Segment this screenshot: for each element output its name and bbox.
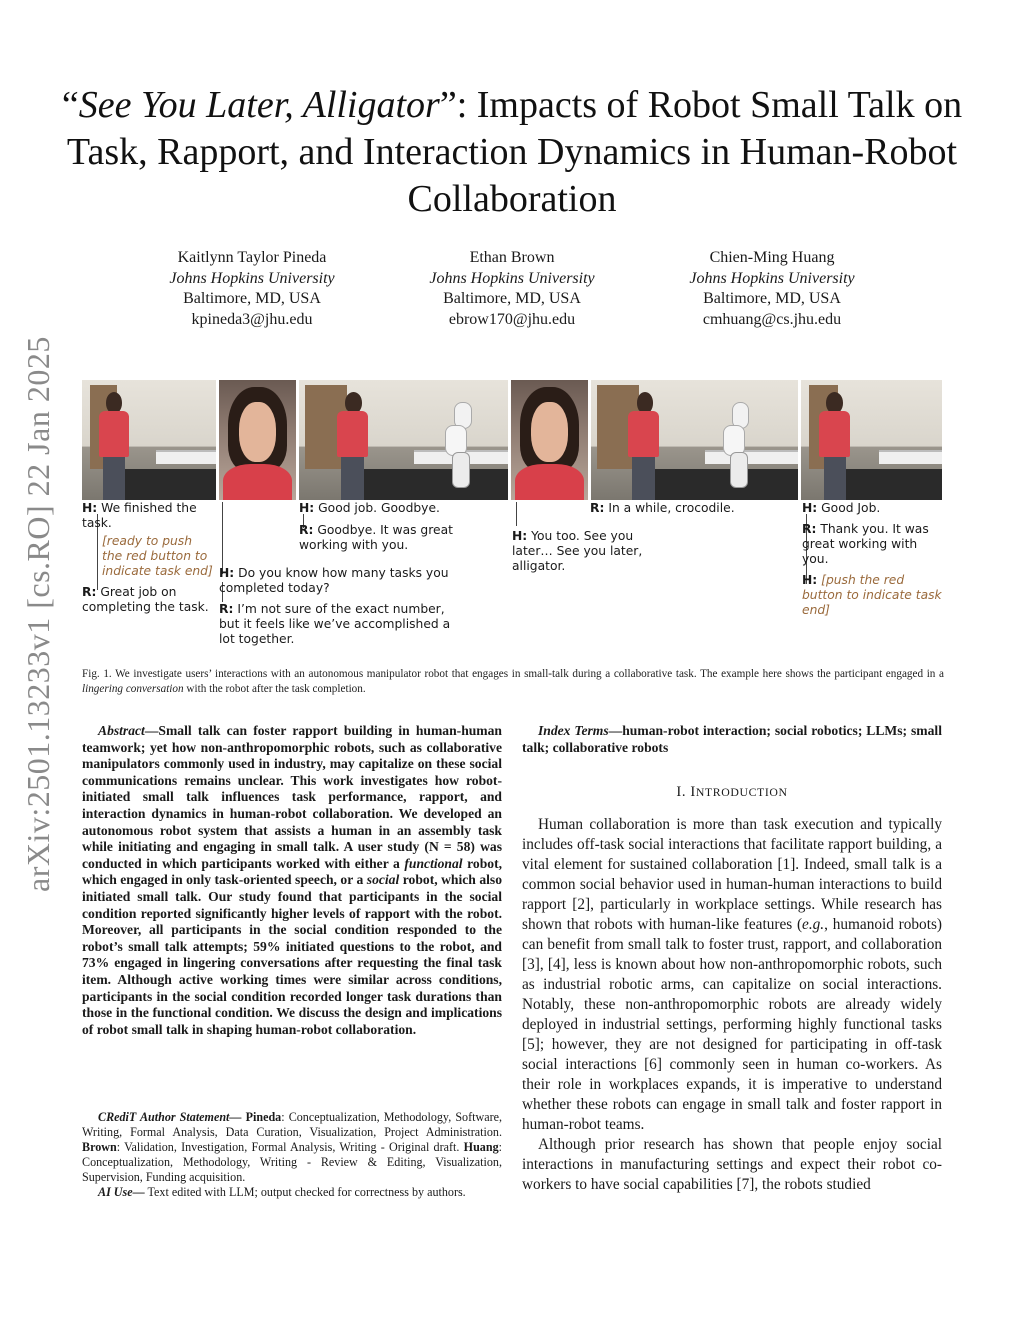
author-huang [642, 248, 902, 330]
intro-paragraph-1: Human collaboration is more than task execution and typically includes off-task social interactions that facilitate rapport building, a vital element for sustained collaboration [1]. Indeed, small talk is a common social behavior used in human-human interactions to build rapport [2], particularly in workplace settings. While research has shown that robots with human-like features (e.g., humanoid robots) can benefit from small talk to foster trust, rapport, and collaboration [3], [4], less is known about how non-anthropomorphic robots, such as industrial robotic arms, can capitalize on social interactions. Notably, these non-anthropomorphic robots are already widely deployed in industrial settings, performing highly functional tasks [5]; however, they are not designed for participating in off-task social interactions [6] commonly seen in human co-workers. As their role in workplaces expands, it is imperative to understand whether these robots can engage in small talk and foster rapport in human-robot teams. [522, 816, 942, 1134]
dialogue-connector [516, 502, 517, 526]
dialogue-5: R: In a while, crocodile. [590, 501, 735, 515]
author-email: cmhuang@cs.jhu.edu [702, 310, 842, 328]
photo-face-1 [219, 380, 296, 500]
intro-paragraph-2: Although prior research has shown that people enjoy social interactions in manufacturing settings and expect their robot co-workers to have social capabilities [7], the robots studied [522, 1136, 942, 1194]
credit-statement: CRediT Author Statement— Pineda: Conceptualization, Methodology, Software, Writing, Formal Analysis, Data Curation, Visualization, Project Administration. Brown: Validation, Investigation, Formal Analysis, Writing - Original draft. Huang: Conceptualization, Methodology, Writing - Review & Editing, Visualization, Supervision, Funding acquisition. AI Use— Text edited with LLM; output checked for correctness by authors. [82, 1110, 502, 1199]
dialogue-4: H: You too. See you later… See you later, alligator. [512, 529, 643, 573]
dialogue-2: H: Do you know how many tasks you completed today? R: I’m not sure of the exact number, but it feels like we’ve accomplished a lot together. [219, 566, 451, 646]
author-location: Baltimore, MD, USA [703, 290, 841, 307]
author-name: Chien-Ming Huang [709, 249, 835, 266]
section-heading-introduction: I. INTRODUCTION [676, 784, 788, 801]
right-column [522, 723, 942, 1195]
author-email: ebrow170@jhu.edu [448, 310, 576, 328]
dialogue-3: H: Good job. Goodbye. R: Goodbye. It was great working with you. [299, 501, 453, 552]
author-email: kpineda3@jhu.edu [191, 310, 313, 328]
dialogue-1: H: We finished the task. [ready to push the red button to indicate task end] R: Great job on completing the task. [82, 501, 213, 614]
left-column [82, 723, 502, 1038]
photo-lab-robot-1 [299, 380, 508, 500]
photo-lab-2 [801, 380, 942, 500]
paper-title: “See You Later, Alligator”: Impacts of Robot Small Talk on Task, Rapport, and Interaction Dynamics in Human-Robot Collaboration [61, 84, 963, 220]
author-pineda [122, 248, 382, 330]
index-terms: Index Terms—human-robot interaction; social robotics; LLMs; small talk; collaborative robots [522, 723, 942, 755]
author-affiliation: Johns Hopkins University [429, 269, 595, 287]
author-name: Ethan Brown [469, 249, 555, 266]
author-affiliation: Johns Hopkins University [689, 269, 855, 287]
photo-lab-robot-2 [591, 380, 798, 500]
figure-caption: Fig. 1. We investigate users’ interactions with an autonomous manipulator robot that engages in small-talk during a collaborative task. The example here shows the participant engaged in a lingering conversation with the robot after the task completion. [82, 668, 944, 695]
dialogue-connector [222, 502, 223, 574]
photo-lab-1 [82, 380, 216, 500]
dialogue-6: H: Good Job. R: Thank you. It was great working with you. H: [push the red button to indicate task end] [802, 501, 942, 617]
arxiv-identifier: arXiv:2501.13233v1 [cs.RO] 22 Jan 2025 [20, 336, 56, 892]
photo-face-2 [511, 380, 588, 500]
author-affiliation: Johns Hopkins University [169, 269, 335, 287]
author-location: Baltimore, MD, USA [443, 290, 581, 307]
figure-photo-strip [82, 380, 942, 500]
author-name: Kaitlynn Taylor Pineda [177, 249, 327, 266]
author-brown [382, 248, 642, 330]
abstract: Abstract—Small talk can foster rapport building in human-human teamwork; yet how non-anthropomorphic robots, such as collaborative manipulators commonly used in industry, may capitalize on these social communications remains unclear. This work investigates how robot-initiated small talk influences task performance, rapport, and interaction dynamics in human-robot collaboration. We developed an autonomous robot system that assists a human in an assembly task while initiating and engaging in small talk. A user study (N = 58) was conducted in which participants worked with either a functional robot, which engaged in only task-oriented speech, or a social robot, which also initiated small talk. Our study found that participants in the social condition reported significantly higher levels of rapport with the robot. Moreover, all participants in the social condition responded to the robot’s small talk attempts; 59% initiated questions to the robot, and 73% engaged in lingering conversations after requesting the final task item. Although active working times were similar across conditions, participants in the social condition recorded longer task durations than those in the functional condition. We discuss the design and implications of robot small talk in shaping human-robot collaboration. [82, 723, 503, 1037]
author-location: Baltimore, MD, USA [183, 290, 321, 307]
